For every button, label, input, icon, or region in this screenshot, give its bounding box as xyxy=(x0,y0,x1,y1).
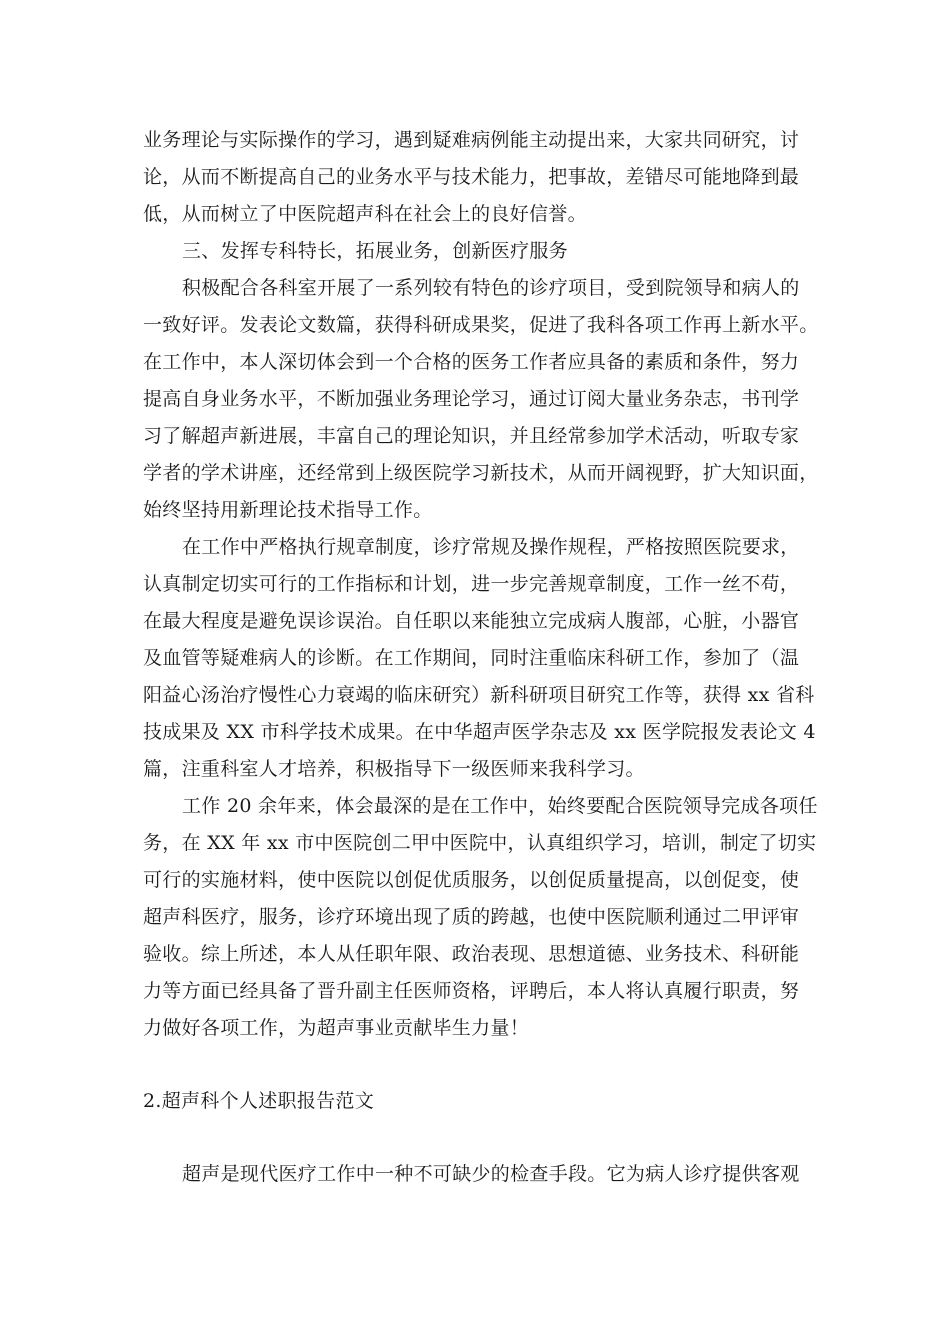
document-heading: 2.超声科个人述职报告范文 xyxy=(143,1090,375,1112)
paragraph-line: 提高自身业务水平，不断加强业务理论学习，通过订阅大量业务杂志，书刊学 xyxy=(143,388,800,410)
section-heading: 三、发挥专科特长，拓展业务，创新医疗服务 xyxy=(182,240,569,262)
paragraph-line: 业务理论与实际操作的学习，遇到疑难病例能主动提出来，大家共同研究，讨 xyxy=(143,129,800,151)
paragraph-line: 验收。综上所述，本人从任职年限、政治表现、思想道德、业务技术、科研能 xyxy=(143,943,800,965)
paragraph-line: 习了解超声新进展，丰富自己的理论知识，并且经常参加学术活动，听取专家 xyxy=(143,425,800,447)
paragraph-line: 论，从而不断提高自己的业务水平与技术能力，把事故，差错尽可能地降到最 xyxy=(143,166,800,188)
paragraph-line: 可行的实施材料，使中医院以创促优质服务，以创促质量提高，以创促变，使 xyxy=(143,869,800,891)
paragraph-line: 力等方面已经具备了晋升副主任医师资格，评聘后，本人将认真履行职责，努 xyxy=(143,980,800,1002)
paragraph-line: 在工作中严格执行规章制度，诊疗常规及操作规程，严格按照医院要求， xyxy=(182,536,800,558)
paragraph-line: 在工作中，本人深切体会到一个合格的医务工作者应具备的素质和条件，努力 xyxy=(143,351,800,373)
paragraph-line: 阳益心汤治疗慢性心力衰竭的临床研究）新科研项目研究工作等，获得 xx 省科 xyxy=(143,684,815,706)
paragraph-line: 技成果及 XX 市科学技术成果。在中华超声医学杂志及 xx 医学院报发表论文 4 xyxy=(143,721,816,743)
paragraph-line: 篇，注重科室人才培养，积极指导下一级医师来我科学习。 xyxy=(143,758,645,780)
paragraph-line: 始终坚持用新理论技术指导工作。 xyxy=(143,499,433,521)
paragraph-line: 积极配合各科室开展了一系列较有特色的诊疗项目，受到院领导和病人的 xyxy=(182,277,800,299)
paragraph-line: 务，在 XX 年 xx 市中医院创二甲中医院中，认真组织学习，培训，制定了切实 xyxy=(143,832,817,854)
paragraph-line: 超声科医疗，服务，诊疗环境出现了质的跨越，也使中医院顺利通过二甲评审 xyxy=(143,906,800,928)
paragraph-line: 力做好各项工作，为超声事业贡献毕生力量！ xyxy=(143,1017,530,1039)
paragraph-line: 工作 20 余年来，体会最深的是在工作中，始终要配合医院领导完成各项任 xyxy=(182,795,818,817)
paragraph-line: 及血管等疑难病人的诊断。在工作期间，同时注重临床科研工作，参加了（温 xyxy=(143,647,800,669)
paragraph-line: 超声是现代医疗工作中一种不可缺少的检查手段。它为病人诊疗提供客观 xyxy=(182,1163,800,1185)
paragraph-line: 一致好评。发表论文数篇，获得科研成果奖，促进了我科各项工作再上新水平。 xyxy=(143,314,819,336)
paragraph-line: 低，从而树立了中医院超声科在社会上的良好信誉。 xyxy=(143,203,587,225)
paragraph-line: 认真制定切实可行的工作指标和计划，进一步完善规章制度，工作一丝不苟， xyxy=(143,573,800,595)
paragraph-line: 学者的学术讲座，还经常到上级医院学习新技术，从而开阔视野，扩大知识面， xyxy=(143,462,819,484)
paragraph-line: 在最大程度是避免误诊误治。自任职以来能独立完成病人腹部，心脏，小器官 xyxy=(143,610,800,632)
